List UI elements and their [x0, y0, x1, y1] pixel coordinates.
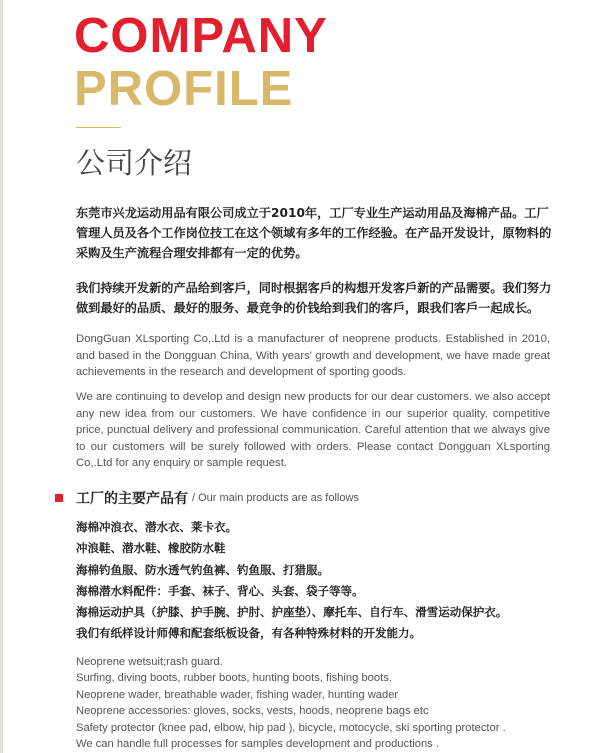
title-company: COMPANY: [74, 9, 328, 63]
products-cn-list: [76, 517, 507, 645]
cn-paragraph-2: 我们持续开发新的产品给到客戶，同时根据客戶的构想开发客戶新的产品需要。我们努力做到最好的品质、最好的服务、最竞争的价钱给到我们的客戶，跟我们客戶一起成长。: [76, 281, 552, 315]
list-item: 海棉潜水料配件：手套、袜子、背心、头套、袋子等等。: [76, 583, 364, 598]
list-item: 我们有纸样设计师傅和配套纸板设备，有各种特殊材料的开发能力。: [76, 626, 421, 641]
en-paragraph-1: DongGuan XLsporting Co,.Ltd is a manufacturer of neoprene products. Established in 2010, and based in the Dongguan China, With years' growth and development, we have made great achievements in the research and development of sporting goods.: [76, 333, 550, 378]
products-en-list: [76, 654, 506, 752]
list-item: Safety protector (knee pad, elbow, hip pad ), bicycle, motocycle, ski sporting protector .: [76, 721, 506, 734]
red-square-icon: [55, 494, 63, 502]
list-item: 海棉运动护具（护膝、护手腕、护肘、护座垫）、摩托车、自行车、滑雪运动保护衣。: [76, 605, 508, 620]
list-item: We can handle full processes for samples development and productions .: [76, 738, 439, 751]
title-profile: PROFILE: [74, 62, 294, 116]
section-heading: [55, 488, 359, 508]
list-item: Neoprene accessories: gloves, socks, vests, hoods, neoprene bags etc: [76, 705, 429, 718]
page-edge: [0, 0, 3, 753]
section-title-en: / Our main products are as follows: [192, 492, 359, 504]
list-item: Neoprene wader, breathable wader, fishing wader, hunting wader: [76, 688, 399, 701]
list-item: 海棉钓鱼服、防水透气钓鱼裤、钓鱼服、打猎服。: [76, 562, 329, 577]
list-item: 冲浪鞋、潜水鞋、橡胶防水鞋: [76, 541, 226, 556]
list-item: 海棉冲浪衣、潜水衣、莱卡衣。: [76, 520, 237, 534]
list-item: Neoprene wetsuit;rash guard.: [76, 656, 223, 668]
en-paragraph-2: We are continuing to develop and design new products for our dear customers. we also accept any new idea from our customers. We have confidence in our superior quality, competitive price, punctual delivery and professional communication. Careful attention that we always give to our customers will be surely followed with orders. Please contact Dongguan XLsporting Co,.Ltd for any enquiry or sample request.: [76, 391, 550, 469]
list-item: Surfing, diving boots, rubber boots, hunting boots, fishing boots.: [76, 672, 392, 685]
divider: [76, 127, 121, 128]
section-title-cn: 工厂的主要产品有: [76, 491, 188, 507]
cn-paragraph-1: 东莞市兴龙运动用品有限公司成立于2010年，工厂专业生产运动用品及海棉产品。工厂管理人员及各个工作岗位技工在这个领域有多年的工作经验。在产品开发设计，原物料的采购及生产流程合理安排都有一定的优势。: [76, 206, 552, 260]
subtitle: 公司介绍: [76, 146, 193, 180]
